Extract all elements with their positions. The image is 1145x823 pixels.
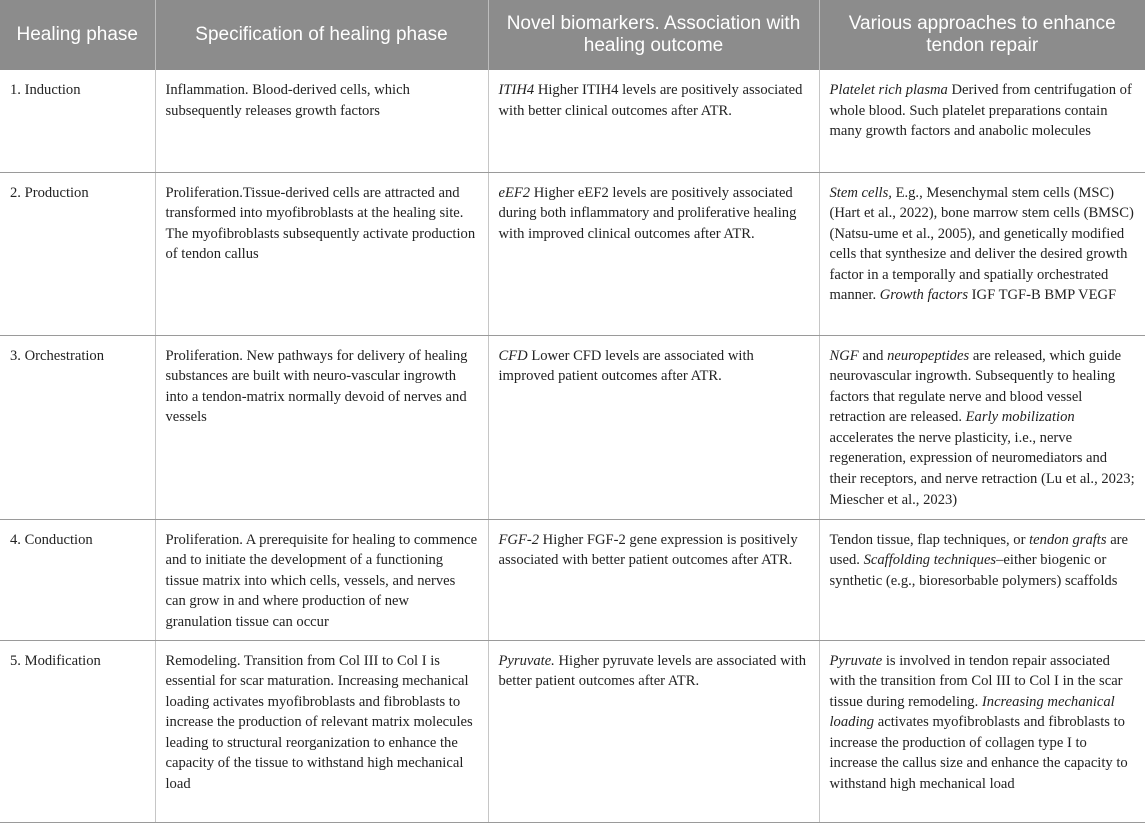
approach-text: IGF TGF-B BMP VEGF (968, 287, 1117, 304)
approach-text: are released, which guide neurovascular ingrowth. Subsequently to healing factors that regulate nerve and blood vessel retraction are released. (829, 347, 1122, 426)
phase-cell: 2. Production (0, 172, 155, 335)
specification-cell: Inflammation. Blood-derived cells, which subsequently releases growth factors (155, 70, 488, 172)
approach-term: neuropeptides (887, 347, 970, 364)
phase-cell: 3. Orchestration (0, 335, 155, 519)
approach-text: is involved in tendon repair associated with the transition from Col III to Col I in the scar tissue during remodeling. (829, 652, 1123, 710)
specification-cell: Proliferation. A prerequisite for healing to commence and to initiate the development of a functioning tissue matrix into which cells, vessels, and nerves can grow in and where production of new granulation tissue can occur (155, 519, 488, 640)
biomarker-name: ITIH4 (498, 82, 535, 98)
specification-cell: Remodeling. Transition from Col III to Col I is essential for scar maturation. Increasing mechanical loading activates myofibroblasts and fibroblasts to increase the production of relevant matrix molecules leading to structural reorganization to enhance the capacity of the tissue to withstand high mechanical load (155, 640, 488, 822)
approach-text: activates myofibroblasts and fibroblasts to increase the production of collagen type I to increase the callus size and enhance the capacity to withstand high mechanical load (829, 714, 1128, 793)
biomarker-text: Higher eEF2 levels are positively associated during both inflammatory and proliferative healing with improved clinical outcomes after ATR. (498, 184, 797, 242)
approach-term: Platelet rich plasma (829, 82, 948, 98)
table-header (0, 0, 1145, 70)
table-row (0, 172, 1145, 335)
biomarker-name: Pyruvate. (498, 652, 555, 669)
biomarker-name: eEF2 (498, 184, 531, 201)
approach-cell (819, 172, 1145, 335)
approach-text: and (858, 347, 888, 364)
biomarker-text: Higher FGF-2 gene expression is positively associated with better patient outcomes after ATR. (498, 531, 798, 569)
approach-term: Early mobilization (965, 409, 1075, 426)
biomarker-cell (488, 640, 819, 822)
approach-term: Scaffolding techniques (863, 552, 997, 569)
header-biomarkers: Novel biomarkers. Association with healing outcome (488, 0, 819, 70)
table-row (0, 70, 1145, 172)
approach-term: Growth factors (879, 287, 969, 304)
table-body (0, 70, 1145, 822)
table-row (0, 640, 1145, 822)
biomarker-cell (488, 335, 819, 519)
approach-term: NGF (829, 347, 859, 364)
header-approaches: Various approaches to enhance tendon repair (819, 0, 1145, 70)
header-healing-phase: Healing phase (0, 0, 155, 70)
approach-text: E.g., Mesenchymal stem cells (MSC) (Hart et al., 2022), bone marrow stem cells (BMSC) (Natsu-ume et al., 2005), and genetically modified cells that synthesize and deliver the desired growth factor in a temporally and spatially orchestrated manner. (829, 184, 1134, 304)
approach-cell (819, 640, 1145, 822)
biomarker-name: FGF-2 (498, 531, 540, 548)
biomarker-text: Higher pyruvate levels are associated with better patient outcomes after ATR. (498, 652, 807, 690)
approach-text: are used. (829, 531, 1129, 569)
header-row (0, 0, 1145, 70)
approach-text: Derived from centrifugation of whole blood. Such platelet preparations contain many growth factors and anabolic molecules (829, 82, 1132, 140)
approach-term: Pyruvate (829, 652, 883, 669)
biomarker-cell (488, 519, 819, 640)
header-specification: Specification of healing phase (155, 0, 488, 70)
phase-cell: 5. Modification (0, 640, 155, 822)
biomarker-cell (488, 70, 819, 172)
biomarker-text: Lower CFD levels are associated with improved patient outcomes after ATR. (498, 347, 754, 385)
approach-text: accelerates the nerve plasticity, i.e., nerve regeneration, expression of neuromediators and their receptors, and nerve retraction (Lu et al., 2023; Miescher et al., 2023) (829, 429, 1135, 508)
biomarker-name: CFD (498, 347, 528, 364)
biomarker-cell (488, 172, 819, 335)
approach-text: –either biogenic or synthetic (e.g., bioresorbable polymers) scaffolds (829, 552, 1118, 589)
phase-cell: 4. Conduction (0, 519, 155, 640)
approach-term: Stem cells, (829, 184, 892, 201)
table-row (0, 335, 1145, 519)
approach-term: Increasing mechanical loading (829, 693, 1115, 731)
specification-cell: Proliferation.Tissue-derived cells are attracted and transformed into myofibroblasts at the healing site. The myofibroblasts subsequently activate production of tendon callus (155, 172, 488, 335)
specification-cell: Proliferation. New pathways for delivery of healing substances are built with neuro-vascular ingrowth into a tendon-matrix normally devoid of nerves and vessels (155, 335, 488, 519)
approach-text: Tendon tissue, flap techniques, or (829, 531, 1030, 548)
biomarker-text: Higher ITIH4 levels are positively associated with better clinical outcomes after ATR. (498, 82, 803, 119)
approach-cell (819, 335, 1145, 519)
table-row (0, 519, 1145, 640)
approach-term: tendon grafts (1029, 531, 1107, 548)
approach-cell (819, 519, 1145, 640)
phase-cell: 1. Induction (0, 70, 155, 172)
approach-cell (819, 70, 1145, 172)
